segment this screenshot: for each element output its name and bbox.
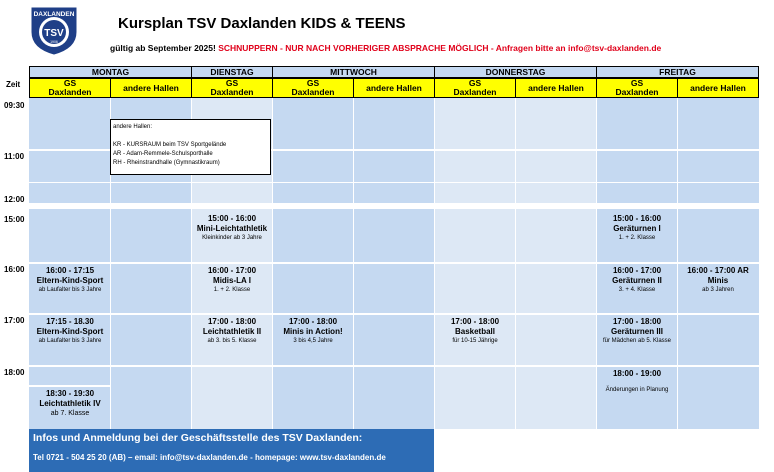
course-mo-1600: 16:00 - 17:15 Eltern-Kind-Sport ab Laufalter bis 3 Jahre bbox=[36, 266, 104, 293]
time-1200: 12:00 bbox=[4, 195, 25, 204]
day-friday: FREITAG bbox=[596, 66, 759, 78]
day-tuesday: DIENSTAG bbox=[191, 66, 273, 78]
tsv-daxlanden-logo bbox=[28, 4, 80, 56]
course-mi-1700: 17:00 - 18:00 Minis in Action! 3 bis 4,5 Jahre bbox=[283, 317, 343, 344]
row-line bbox=[29, 262, 759, 264]
row-line bbox=[29, 313, 759, 315]
course-mo-1830: 18:30 - 19:30 Leichtathletik IV ab 7. Klasse bbox=[39, 389, 101, 417]
course-di-1600: 16:00 - 17:00 Midis-LA I 1. + 2. Klasse bbox=[207, 266, 257, 293]
course-mo-1715: 17:15 - 18.30 Eltern-Kind-Sport ab Laufalter bis 3 Jahre bbox=[36, 317, 104, 344]
zeit-label: Zeit bbox=[6, 80, 21, 89]
course-fr-1500: 15:00 - 16:00 Geräturnen I 1. + 2. Klasse bbox=[612, 214, 662, 241]
row-line bbox=[29, 365, 759, 367]
time-1800: 18:00 bbox=[4, 368, 25, 377]
time-0930: 09:30 bbox=[4, 101, 25, 110]
hall-gs-monday: GS Daxlanden bbox=[29, 78, 111, 98]
course-di-1700: 17:00 - 18:00 Leichtathletik II ab 3. bis 5. Klasse bbox=[202, 317, 262, 344]
hall-other-friday: andere Hallen bbox=[677, 78, 759, 98]
hall-other-thursday: andere Hallen bbox=[515, 78, 597, 98]
course-fr-1700: 17:00 - 18:00 Geräturnen III für Mädchen ab 5. Klasse bbox=[602, 317, 672, 344]
row-line bbox=[29, 182, 759, 183]
course-di-1500: 15:00 - 16:00 Mini-Leichtathletik Kleinkinder ab 3 Jahre bbox=[196, 214, 268, 241]
legend-title: andere Hallen: bbox=[113, 124, 153, 130]
course-fr-1600-ar: 16:00 - 17:00 AR Minis ab 3 Jahren bbox=[687, 266, 749, 293]
day-wednesday: MITTWOCH bbox=[272, 66, 435, 78]
legend-line-rh: RH - Rheinstrandhalle (Gymnastikraum) bbox=[113, 160, 220, 166]
day-monday: MONTAG bbox=[29, 66, 192, 78]
contact-footer bbox=[29, 429, 434, 472]
row-gap bbox=[29, 203, 759, 209]
legend-line-ar: AR - Adam-Remmele-Schulsporthalle bbox=[113, 151, 213, 157]
validity-line bbox=[110, 43, 661, 53]
logo-letters: TSV bbox=[44, 28, 64, 39]
day-thursday: DONNERSTAG bbox=[434, 66, 597, 78]
logo-year: 1906 bbox=[50, 40, 58, 44]
time-1100: 11:00 bbox=[4, 152, 25, 161]
footer-contact: Tel 0721 - 504 25 20 (AB) – email: info@tsv-daxlanden.de - homepage: www.tsv-daxlanden.de bbox=[33, 453, 386, 462]
footer-heading: Infos und Anmeldung bei der Geschäftsstelle des TSV Daxlanden: bbox=[33, 432, 363, 444]
time-1500: 15:00 bbox=[4, 215, 25, 224]
hall-other-monday: andere Hallen bbox=[110, 78, 192, 98]
row-line bbox=[29, 385, 111, 387]
hall-gs-thursday: GS Daxlanden bbox=[434, 78, 516, 98]
hall-other-wednesday: andere Hallen bbox=[353, 78, 435, 98]
time-1600: 16:00 bbox=[4, 265, 25, 274]
trial-note: SCHNUPPERN - NUR NACH VORHERIGER ABSPRACHE MÖGLICH - Anfragen bitte an info@tsv-daxlanden.de bbox=[218, 43, 662, 53]
logo-top-text: DAXLANDEN bbox=[33, 11, 75, 18]
course-fr-1800: 18:00 - 19:00 Änderungen in Planung bbox=[605, 369, 669, 393]
legend-line-kr: KR - KURSRAUM beim TSV Sportgelände bbox=[113, 142, 227, 148]
time-1700: 17:00 bbox=[4, 316, 25, 325]
hall-gs-friday: GS Daxlanden bbox=[596, 78, 678, 98]
page-title: Kursplan TSV Daxlanden KIDS & TEENS bbox=[118, 15, 406, 32]
valid-from: gültig ab September 2025! bbox=[110, 43, 216, 53]
hall-gs-tuesday: GS Daxlanden bbox=[191, 78, 273, 98]
course-fr-1600: 16:00 - 17:00 Geräturnen II 3. + 4. Klasse bbox=[612, 266, 662, 293]
hall-gs-wednesday: GS Daxlanden bbox=[272, 78, 354, 98]
course-do-1700: 17:00 - 18:00 Basketball für 10-15 Jährige bbox=[450, 317, 500, 344]
halls-legend bbox=[110, 119, 271, 175]
